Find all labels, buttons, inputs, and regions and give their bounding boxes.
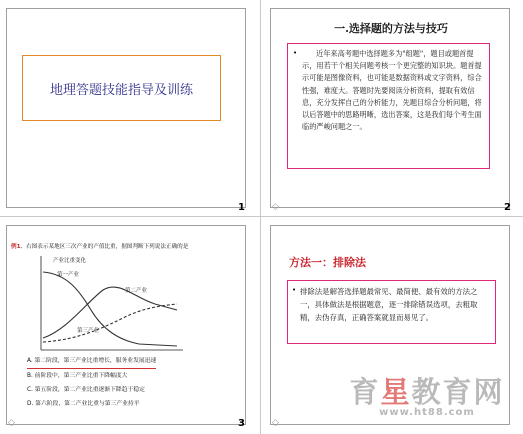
slide-paragraph: 排除法是解答选择题最常见、最简便、最有效的方法之一，具体做法是根据题意，逐一排除错误选项，去粗取精，去伪存真，正确答案就显而易见了。 [300,287,478,322]
notes-icon[interactable]: ◇ [272,202,279,212]
slide-title: 一.选择题的方法与技巧 [334,22,448,35]
example-tag: 例1 [11,244,21,250]
bullet-icon: • [292,286,297,294]
answer-options [27,354,156,411]
content-box [287,43,490,169]
tertiary-industry-line [43,304,177,342]
primary-industry-line [43,272,177,346]
slide-title: 方法一：排除法 [289,256,366,269]
secondary-industry-line [43,287,177,338]
watermark-char: 育 [349,375,381,409]
option-a: A. 第二阶段，第三产业比重增长，服务业发展迅速 [27,354,156,369]
slide-paragraph: 近年来高考题中选择题多为"组题"，题目或题首提示，用若干个相关问题考核一个更完整的知识块。题首提示可能是图像资料，也可能是数据资料或文字资料，综合性强，难度大。答题时先要阅读分析资料，提取有效信息，充分发挥自己的分析能力，先题目综合分析问题，将以后答题中的思路明晰，选出答案，这是我们每个考生面临的严峻问题之一。 [302,49,482,132]
slide-thumbnail-2[interactable] [270,8,510,208]
slide-number: 2 [504,202,511,213]
watermark-logo [334,377,520,418]
slide-number: 1 [238,202,245,213]
chart-label-tertiary: 第三产业 [77,328,100,334]
slide-thumbnail-1[interactable] [6,8,246,208]
industry-chart [27,250,187,360]
option-c: C. 第五阶段，第二产业比重逐渐下降趋于稳定 [27,387,145,393]
option-b: B. 前阶段中，第三产业比重下降幅度大 [27,373,128,379]
bullet-icon: • [293,49,298,57]
slide-title: 地理答题技能指导及训练 [49,82,193,98]
vertical-divider [260,0,261,434]
chart-label-primary: 第一产业 [57,272,80,278]
watermark-text [334,377,520,407]
watermark-url: www.ht88.com [379,407,475,418]
content-box [287,280,496,344]
chart-label-top: 产业比重变化 [53,258,87,264]
slide-number: 3 [238,418,245,429]
horizontal-divider [0,216,523,217]
chart-label-secondary: 第二产业 [125,288,148,294]
slide-thumbnail-3[interactable] [6,225,246,425]
notes-icon[interactable]: ◇ [272,418,279,428]
question-header [11,242,188,250]
watermark-char: 教育网 [411,375,505,409]
watermark-star-char: 星 [380,375,412,409]
option-d: D. 第六阶段，第二产业比重与第三产业持平 [27,401,140,407]
title-box [22,55,221,121]
question-text: 、右图表示某地区三次产业的产值比重，据图判断下列说法正确的是 [20,244,189,250]
notes-icon[interactable]: ◇ [8,418,15,428]
